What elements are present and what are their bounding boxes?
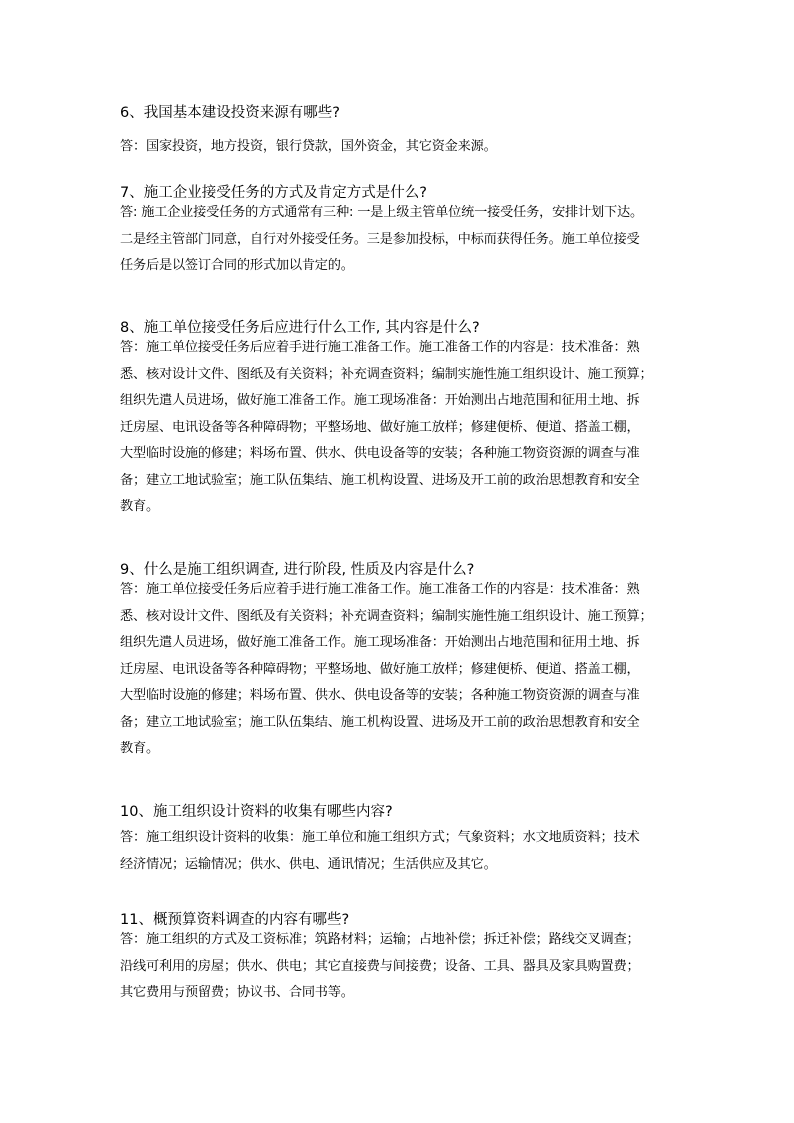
question-7: 7、施工企业接受任务的方式及肯定方式是什么?	[120, 185, 427, 201]
answer-line: 二是经主管部门同意，自行对外接受任务。三是参加投标，中标而获得任务。施工单位接受	[120, 231, 640, 247]
qa-item-8	[120, 319, 652, 521]
answer-line: 迁房屋、电讯设备等各种障碍物；平整场地、做好施工放样；修建便桥、便道、搭盖工棚，	[120, 419, 640, 435]
question-10: 10、施工组织设计资料的收集有哪些内容?	[120, 804, 393, 820]
answer-line: 悉、核对设计文件、图纸及有关资料；补充调查资料；编制实施性施工组织设计、施工预算；	[120, 366, 653, 382]
answer-line: 迁房屋、电讯设备等各种障碍物；平整场地、做好施工放样；修建便桥、便道、搭盖工棚，	[120, 661, 640, 677]
question-11: 11、概预算资料调查的内容有哪些?	[120, 912, 350, 928]
qa-item-7	[120, 184, 643, 280]
answer-line: 答：国家投资，地方投资，银行贷款，国外资金，其它资金来源。	[120, 139, 497, 154]
answer-line: 答：施工组织设计资料的收集：施工单位和施工组织方式；气象资料；水文地质资料；技术	[120, 830, 640, 845]
qa-item-6	[120, 104, 497, 161]
qa-item-9	[120, 561, 652, 763]
answer-line: 备；建立工地试验室；施工队伍集结、施工机构设置、进场及开工前的政治思想教育和安全	[120, 472, 640, 488]
answer-line: 悉、核对设计文件、图纸及有关资料；补充调查资料；编制实施性施工组织设计、施工预算；	[120, 608, 653, 624]
answer-line: 答：施工单位接受任务后应着手进行施工准备工作。施工准备工作的内容是：技术准备：熟	[120, 340, 640, 355]
answer-9	[120, 577, 652, 763]
question-9: 9、什么是施工组织调查, 进行阶段, 性质及内容是什么?	[120, 562, 475, 578]
answer-line: 组织先遣人员进场，做好施工准备工作。施工现场准备：开始测出占地范围和征用土地、拆	[120, 635, 640, 650]
question-6: 6、我国基本建设投资来源有哪些?	[120, 105, 340, 121]
answer-line: 答：施工组织的方式及工资标准；筑路材料；运输；占地补偿；拆迁补偿；路线交叉调查；	[120, 932, 640, 947]
qa-item-11	[120, 911, 640, 1007]
qa-item-10	[120, 803, 640, 878]
answer-line: 其它费用与预留费；协议书、合同书等。	[120, 985, 354, 1000]
answer-line: 沿线可利用的房屋；供水、供电；其它直接费与间接费；设备、工具、器具及家具购置费；	[120, 958, 640, 974]
answer-line: 组织先遣人员进场，做好施工准备工作。施工现场准备：开始测出占地范围和征用土地、拆	[120, 393, 640, 408]
question-8: 8、施工单位接受任务后应进行什么工作, 其内容是什么?	[120, 320, 480, 336]
answer-line: 教育。	[120, 499, 159, 514]
answer-7	[120, 200, 643, 280]
answer-line: 大型临时设施的修建；料场布置、供水、供电设备等的安装；各种施工物资资源的调查与准	[120, 688, 640, 703]
answer-11	[120, 927, 640, 1007]
answer-10	[120, 825, 640, 878]
answer-8	[120, 335, 652, 521]
answer-line: 大型临时设施的修建；料场布置、供水、供电设备等的安装；各种施工物资资源的调查与准	[120, 446, 640, 461]
answer-line: 答: 施工企业接受任务的方式通常有三种: 一是上级主管单位统一接受任务，安排计划下达。	[120, 205, 643, 220]
answer-line: 教育。	[120, 741, 159, 756]
answer-line: 备；建立工地试验室；施工队伍集结、施工机构设置、进场及开工前的政治思想教育和安全	[120, 714, 640, 730]
answer-line: 答：施工单位接受任务后应着手进行施工准备工作。施工准备工作的内容是：技术准备：熟	[120, 582, 640, 597]
answer-line: 经济情况；运输情况；供水、供电、通讯情况；生活供应及其它。	[120, 856, 497, 872]
answer-6	[120, 134, 497, 161]
answer-line: 任务后是以签订合同的形式加以肯定的。	[120, 258, 354, 273]
